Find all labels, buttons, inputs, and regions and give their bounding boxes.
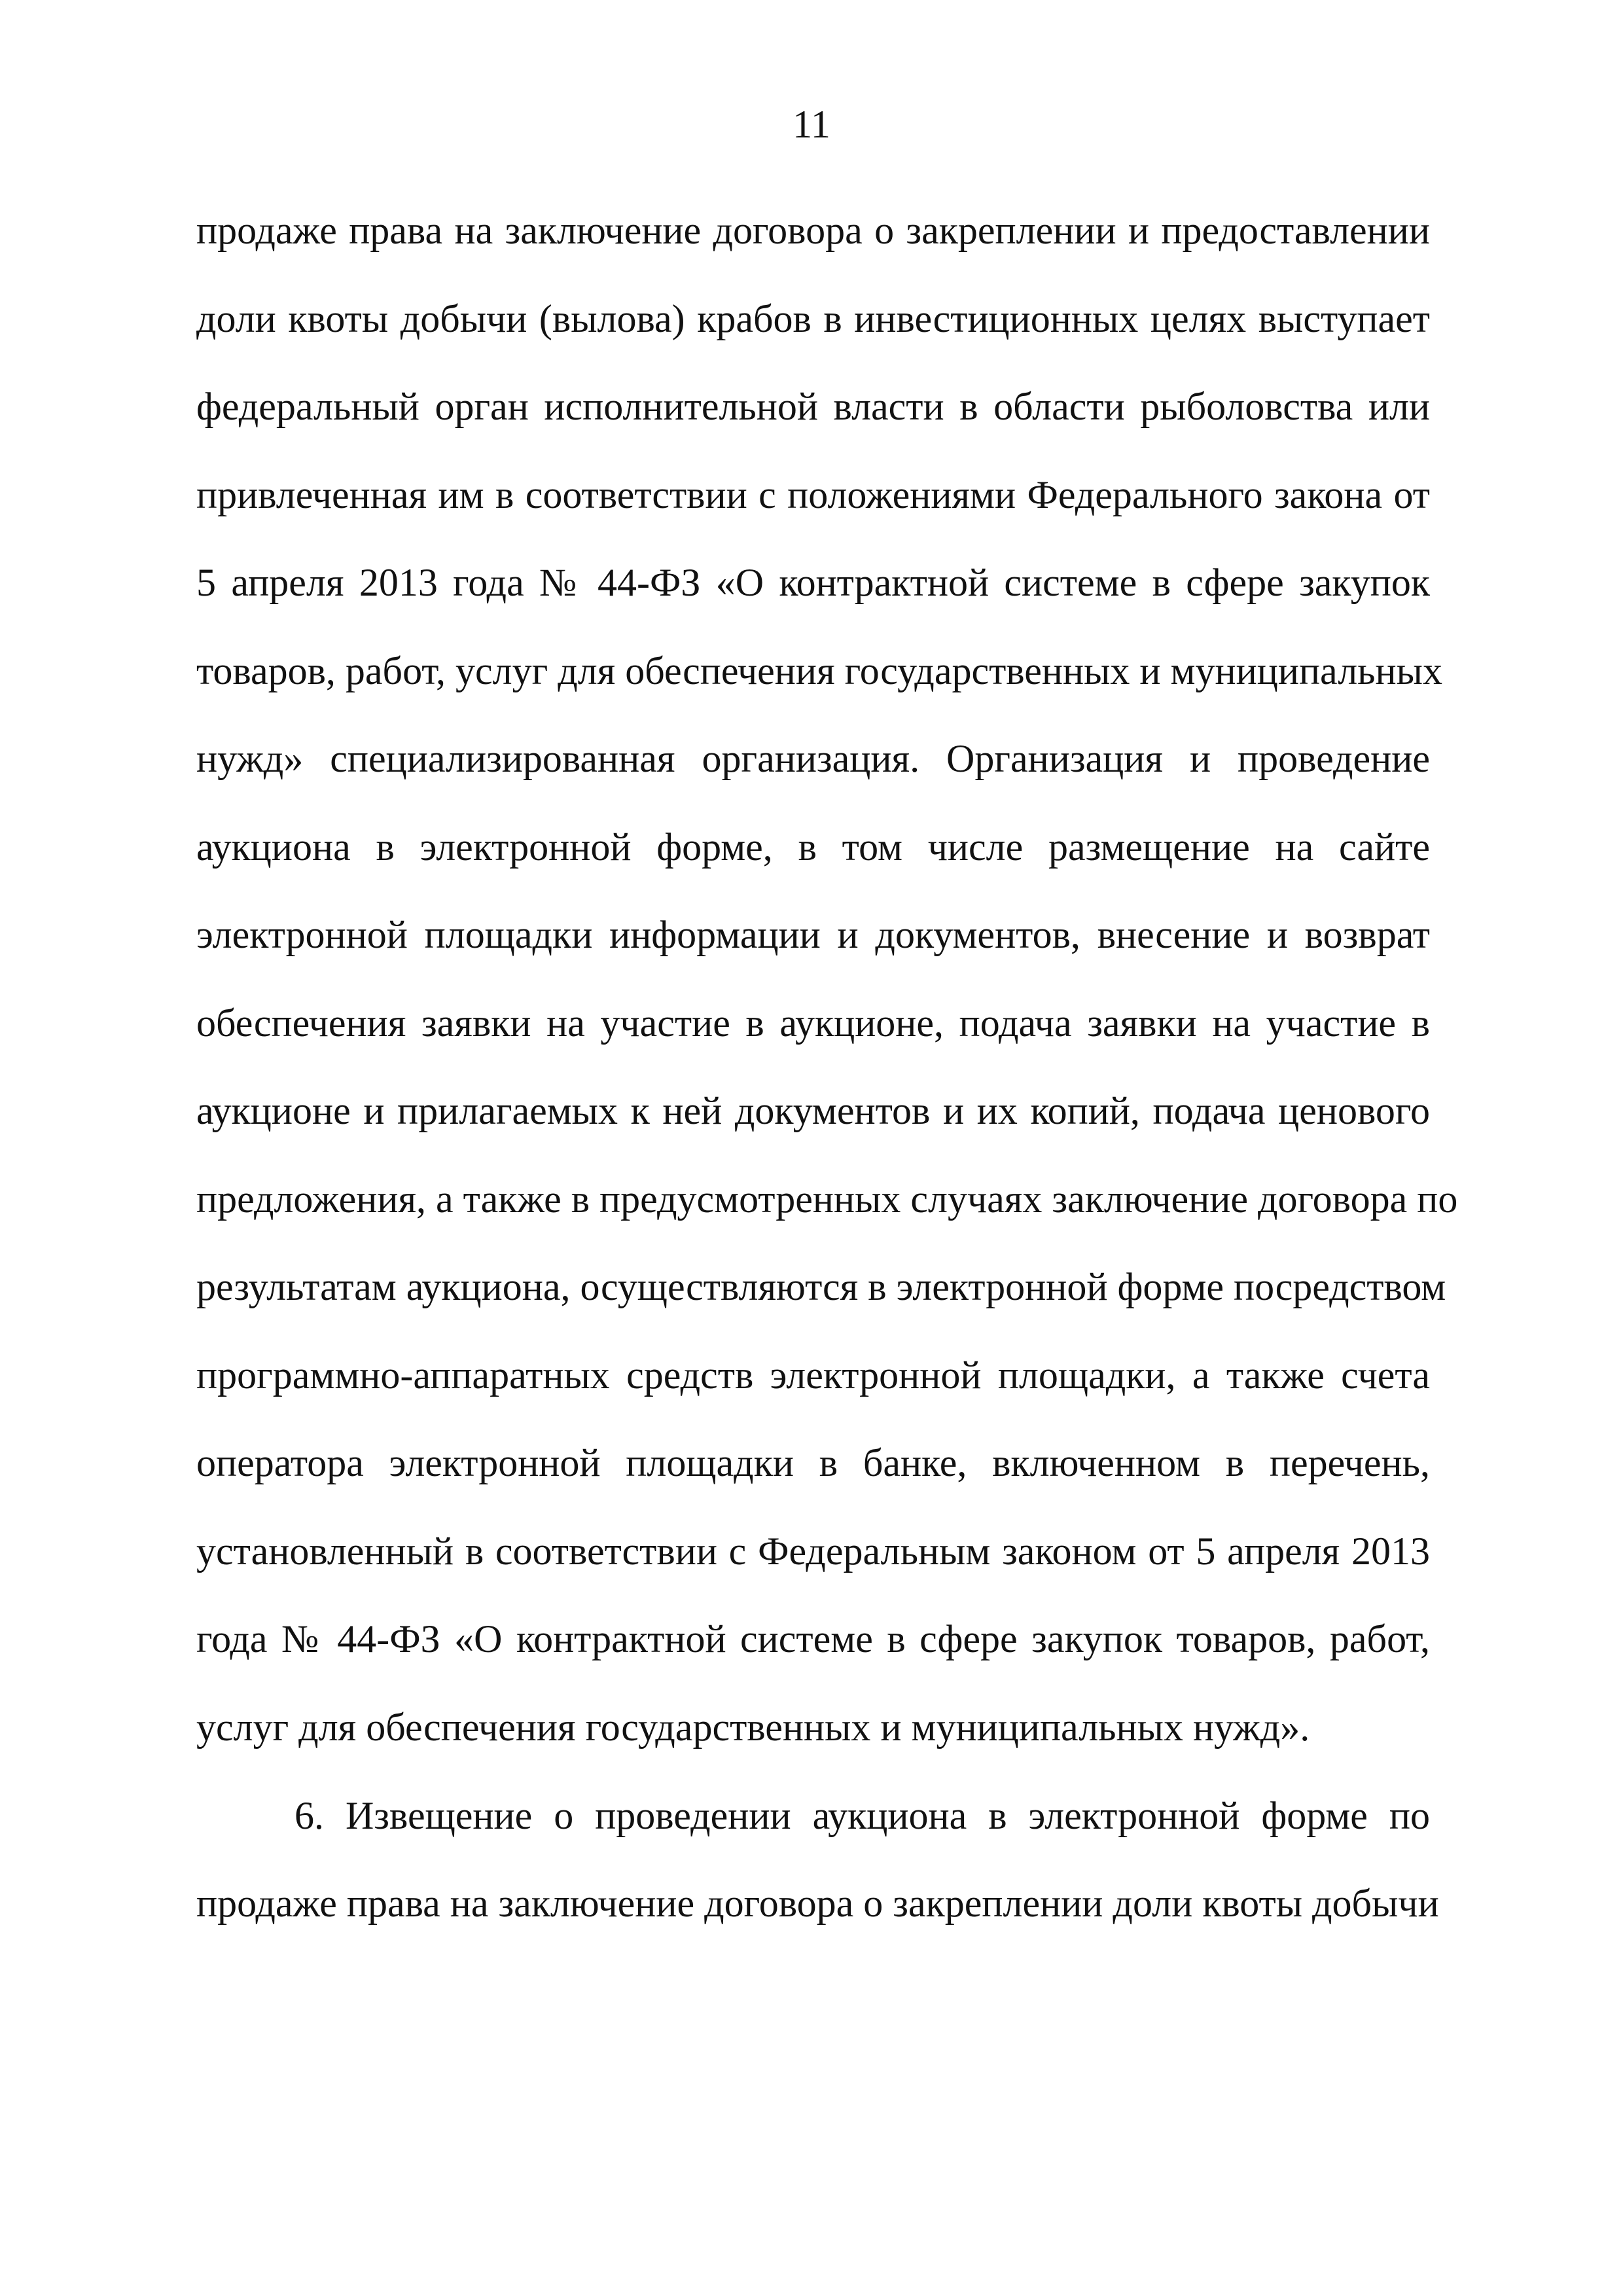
body-line-15: оператора электронной площадки в банке, включенном в перечень, — [196, 1441, 1430, 1484]
body-line-7: нужд» специализированная организация. Организация и проведение — [196, 737, 1430, 780]
body-line-18: услуг для обеспечения государственных и муниципальных нужд». — [196, 1706, 1310, 1749]
body-line-12: предложения, а также в предусмотренных случаях заключение договора по — [196, 1177, 1458, 1221]
body-line-9: электронной площадки информации и документов, внесение и возврат — [196, 913, 1430, 956]
body-line-5: 5 апреля 2013 года № 44-ФЗ «О контрактной системе в сфере закупок — [196, 561, 1430, 604]
body-line-6: товаров, работ, услуг для обеспечения государственных и муниципальных — [196, 649, 1442, 692]
body-line-8: аукциона в электронной форме, в том числе размещение на сайте — [196, 825, 1430, 869]
body-line-17: года № 44-ФЗ «О контрактной системе в сфере закупок товаров, работ, — [196, 1617, 1430, 1660]
body-line-13: результатам аукциона, осуществляются в электронной форме посредством — [196, 1265, 1446, 1308]
page-number: 11 — [793, 103, 830, 146]
body-line-2: доли квоты добычи (вылова) крабов в инвестиционных целях выступает — [196, 297, 1430, 340]
body-line-11: аукционе и прилагаемых к ней документов и их копий, подача ценового — [196, 1089, 1430, 1132]
body-line-10: обеспечения заявки на участие в аукционе, подача заявки на участие в — [196, 1001, 1430, 1045]
body-line-4: привлеченная им в соответствии с положениями Федерального закона от — [196, 473, 1430, 516]
body-line-16: установленный в соответствии с Федеральным законом от 5 апреля 2013 — [196, 1530, 1430, 1573]
body-line-14: программно-аппаратных средств электронной площадки, а также счета — [196, 1354, 1430, 1397]
body-line-1: продаже права на заключение договора о закреплении и предоставлении — [196, 209, 1430, 252]
body-line-19: 6. Извещение о проведении аукциона в электронной форме по — [294, 1794, 1430, 1837]
body-line-20: продаже права на заключение договора о закреплении доли квоты добычи — [196, 1882, 1439, 1925]
body-line-3: федеральный орган исполнительной власти в области рыболовства или — [196, 385, 1430, 428]
